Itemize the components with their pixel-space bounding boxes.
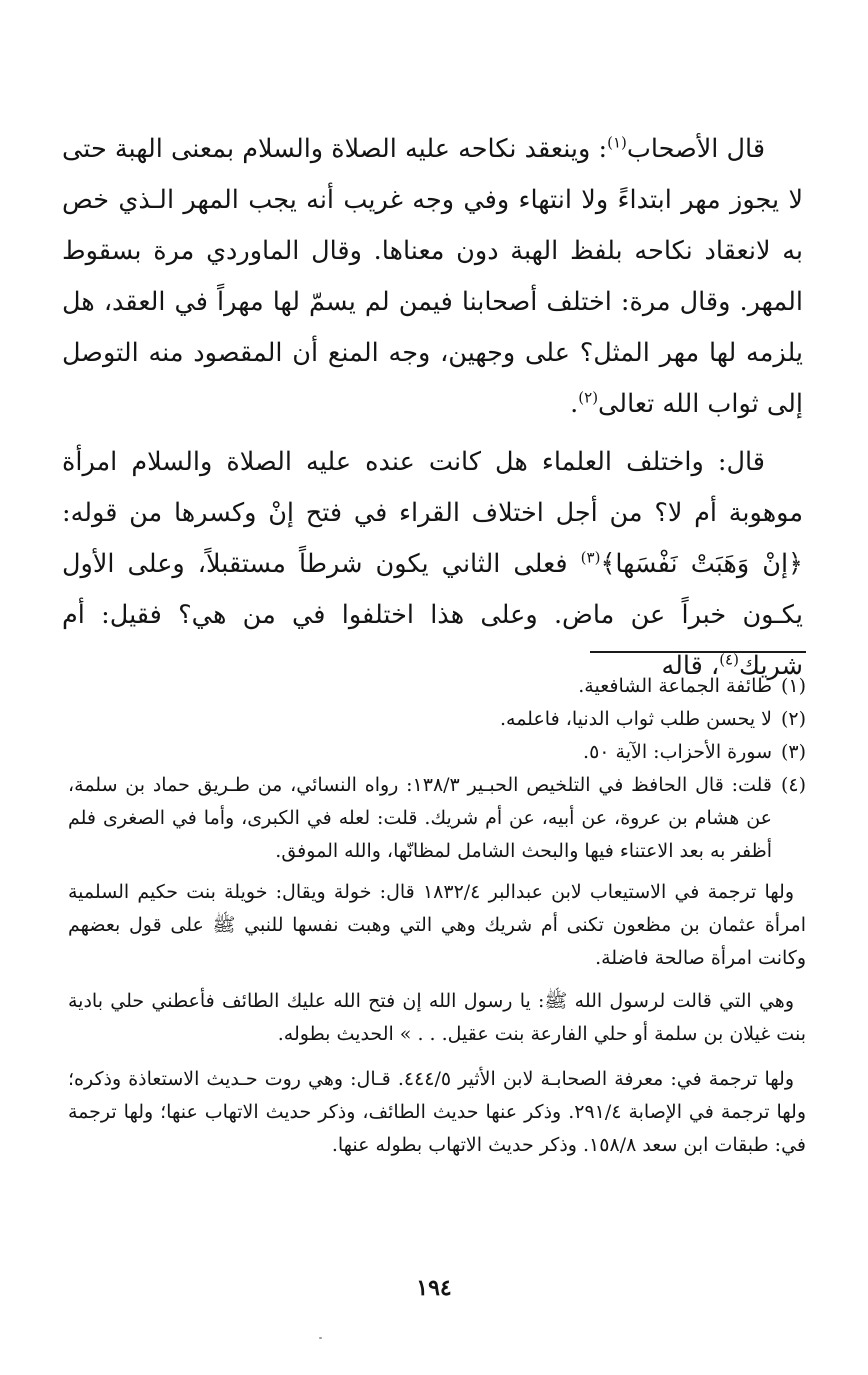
- footnote-text: طائفة الجماعة الشافعية.: [578, 675, 772, 697]
- main-paragraph-1: [62, 124, 803, 430]
- main-text-segment: قال: واختلف العلماء هل كانت عنده عليه الصلاة والسلام امرأة موهوبة أم لا؟ من أجل اختلاف القراء في فتح إنْ وكسرها من قوله:: [62, 447, 803, 528]
- footnote-text: سورة الأحزاب: الآية ٥٠.: [583, 741, 772, 763]
- footnote-4-paragraph: وهي التي قالت لرسول الله ﷺ: يا رسول الله إن فتح الله عليك الطائف فأعطني حلي بادية بنت غيلان بن سلمة أو حلي الفارعة بنت عقيل. . . » الحديث بطوله.: [68, 990, 806, 1045]
- footnote-text: لا يحسن طلب ثواب الدنيا، فاعلمه.: [499, 708, 772, 730]
- footnote-4: [68, 769, 806, 868]
- main-text: [62, 124, 803, 692]
- footnote-ref-4: (٤): [719, 650, 739, 669]
- main-text-segment: فعلى الثاني يكون شرطاً مستقبلاً، وعلى الأول يكـون خبراً عن ماض. وعلى هذا اختلفوا في من هي؟ فقيل: أم شريك: [62, 549, 803, 681]
- footnote-ref-2: (٢): [578, 388, 599, 407]
- footnote-number: (٣): [780, 741, 806, 763]
- footnote-separator: [590, 651, 806, 653]
- main-text-segment: ، قاله: [661, 651, 720, 681]
- footnote-number: (٤): [780, 774, 806, 796]
- main-paragraph-2: [62, 437, 803, 692]
- main-text-segment: قال الأصحاب: [626, 134, 766, 164]
- footnote-number: (١): [780, 675, 806, 697]
- footnote-number: (٢): [780, 708, 806, 730]
- footnote-4-paragraph: ولها ترجمة في الاستيعاب لابن عبدالبر ١٨٣٢/٤ قال: خولة ويقال: خويلة بنت حكيم السلمية امرأة عثمان بن مظعون تكنى أم شريك وهي التي وهبت نفسها للنبي ﷺ على قول بعضهم وكانت امرأة صالحة فاضلة.: [68, 881, 806, 969]
- footnote-text: قلت: قال الحافظ في التلخيص الحبـير ١٣٨/٣: رواه النسائي، من طـريق حماد بن سلمة، عن هشام بن عروة، عن أبيه، عن أم شريك. قلت: لعله في الكبرى، وأما في الصغرى فلم أظفر به بعد الاعتناء فيها والبحث الشامل لمظانّها، والله الموفق.: [68, 774, 773, 862]
- footnote-4-paragraph: ولها ترجمة في: معرفة الصحابـة لابن الأثير ٤٤٤/٥. قـال: وهي روت حـديث الاستعاذة وذكره؛ ولها ترجمة في الإصابة ٢٩١/٤. وذكر عنها حديث الطائف، وذكر حديث الاتهاب عنها؛ ولها ترجمة في: طبقات ابن سعد ١٥٨/٨. وذكر حديث الاتهاب بطوله عنها.: [68, 1068, 806, 1156]
- footnote-ref-1: (١): [607, 133, 627, 152]
- quran-quote: ﴿إنْ وَهَبَتْ نَفْسَها﴾: [600, 549, 804, 579]
- page-number: ١٩٤: [416, 1275, 452, 1301]
- print-speck: [319, 1337, 322, 1339]
- footnote-3: [68, 736, 806, 769]
- footnote-ref-3: (٣): [580, 548, 601, 567]
- main-text-segment: : وينعقد نكاحه عليه الصلاة والسلام بمعنى الهبة حتى لا يجوز مهر ابتداءً ولا انتهاء وفي وجه غريب أنه يجب المهر الـذي خص به لانعقاد نكاحه بلفظ الهبة دون معناها. وقال الماوردي مرة بسقوط المهر. وقال مرة: اختلف أصحابنا فيمن لم يسمّ لها مهراً في العقد، هل يلزمه لها مهر المثل؟ على وجهين، وجه المنع أن المقصود منه التوصل إلى ثواب الله تعالى: [62, 134, 803, 419]
- footnote-2: [68, 703, 806, 736]
- footnote-1: [68, 670, 806, 703]
- main-text-segment: .: [570, 389, 579, 419]
- footnotes: [68, 670, 806, 1162]
